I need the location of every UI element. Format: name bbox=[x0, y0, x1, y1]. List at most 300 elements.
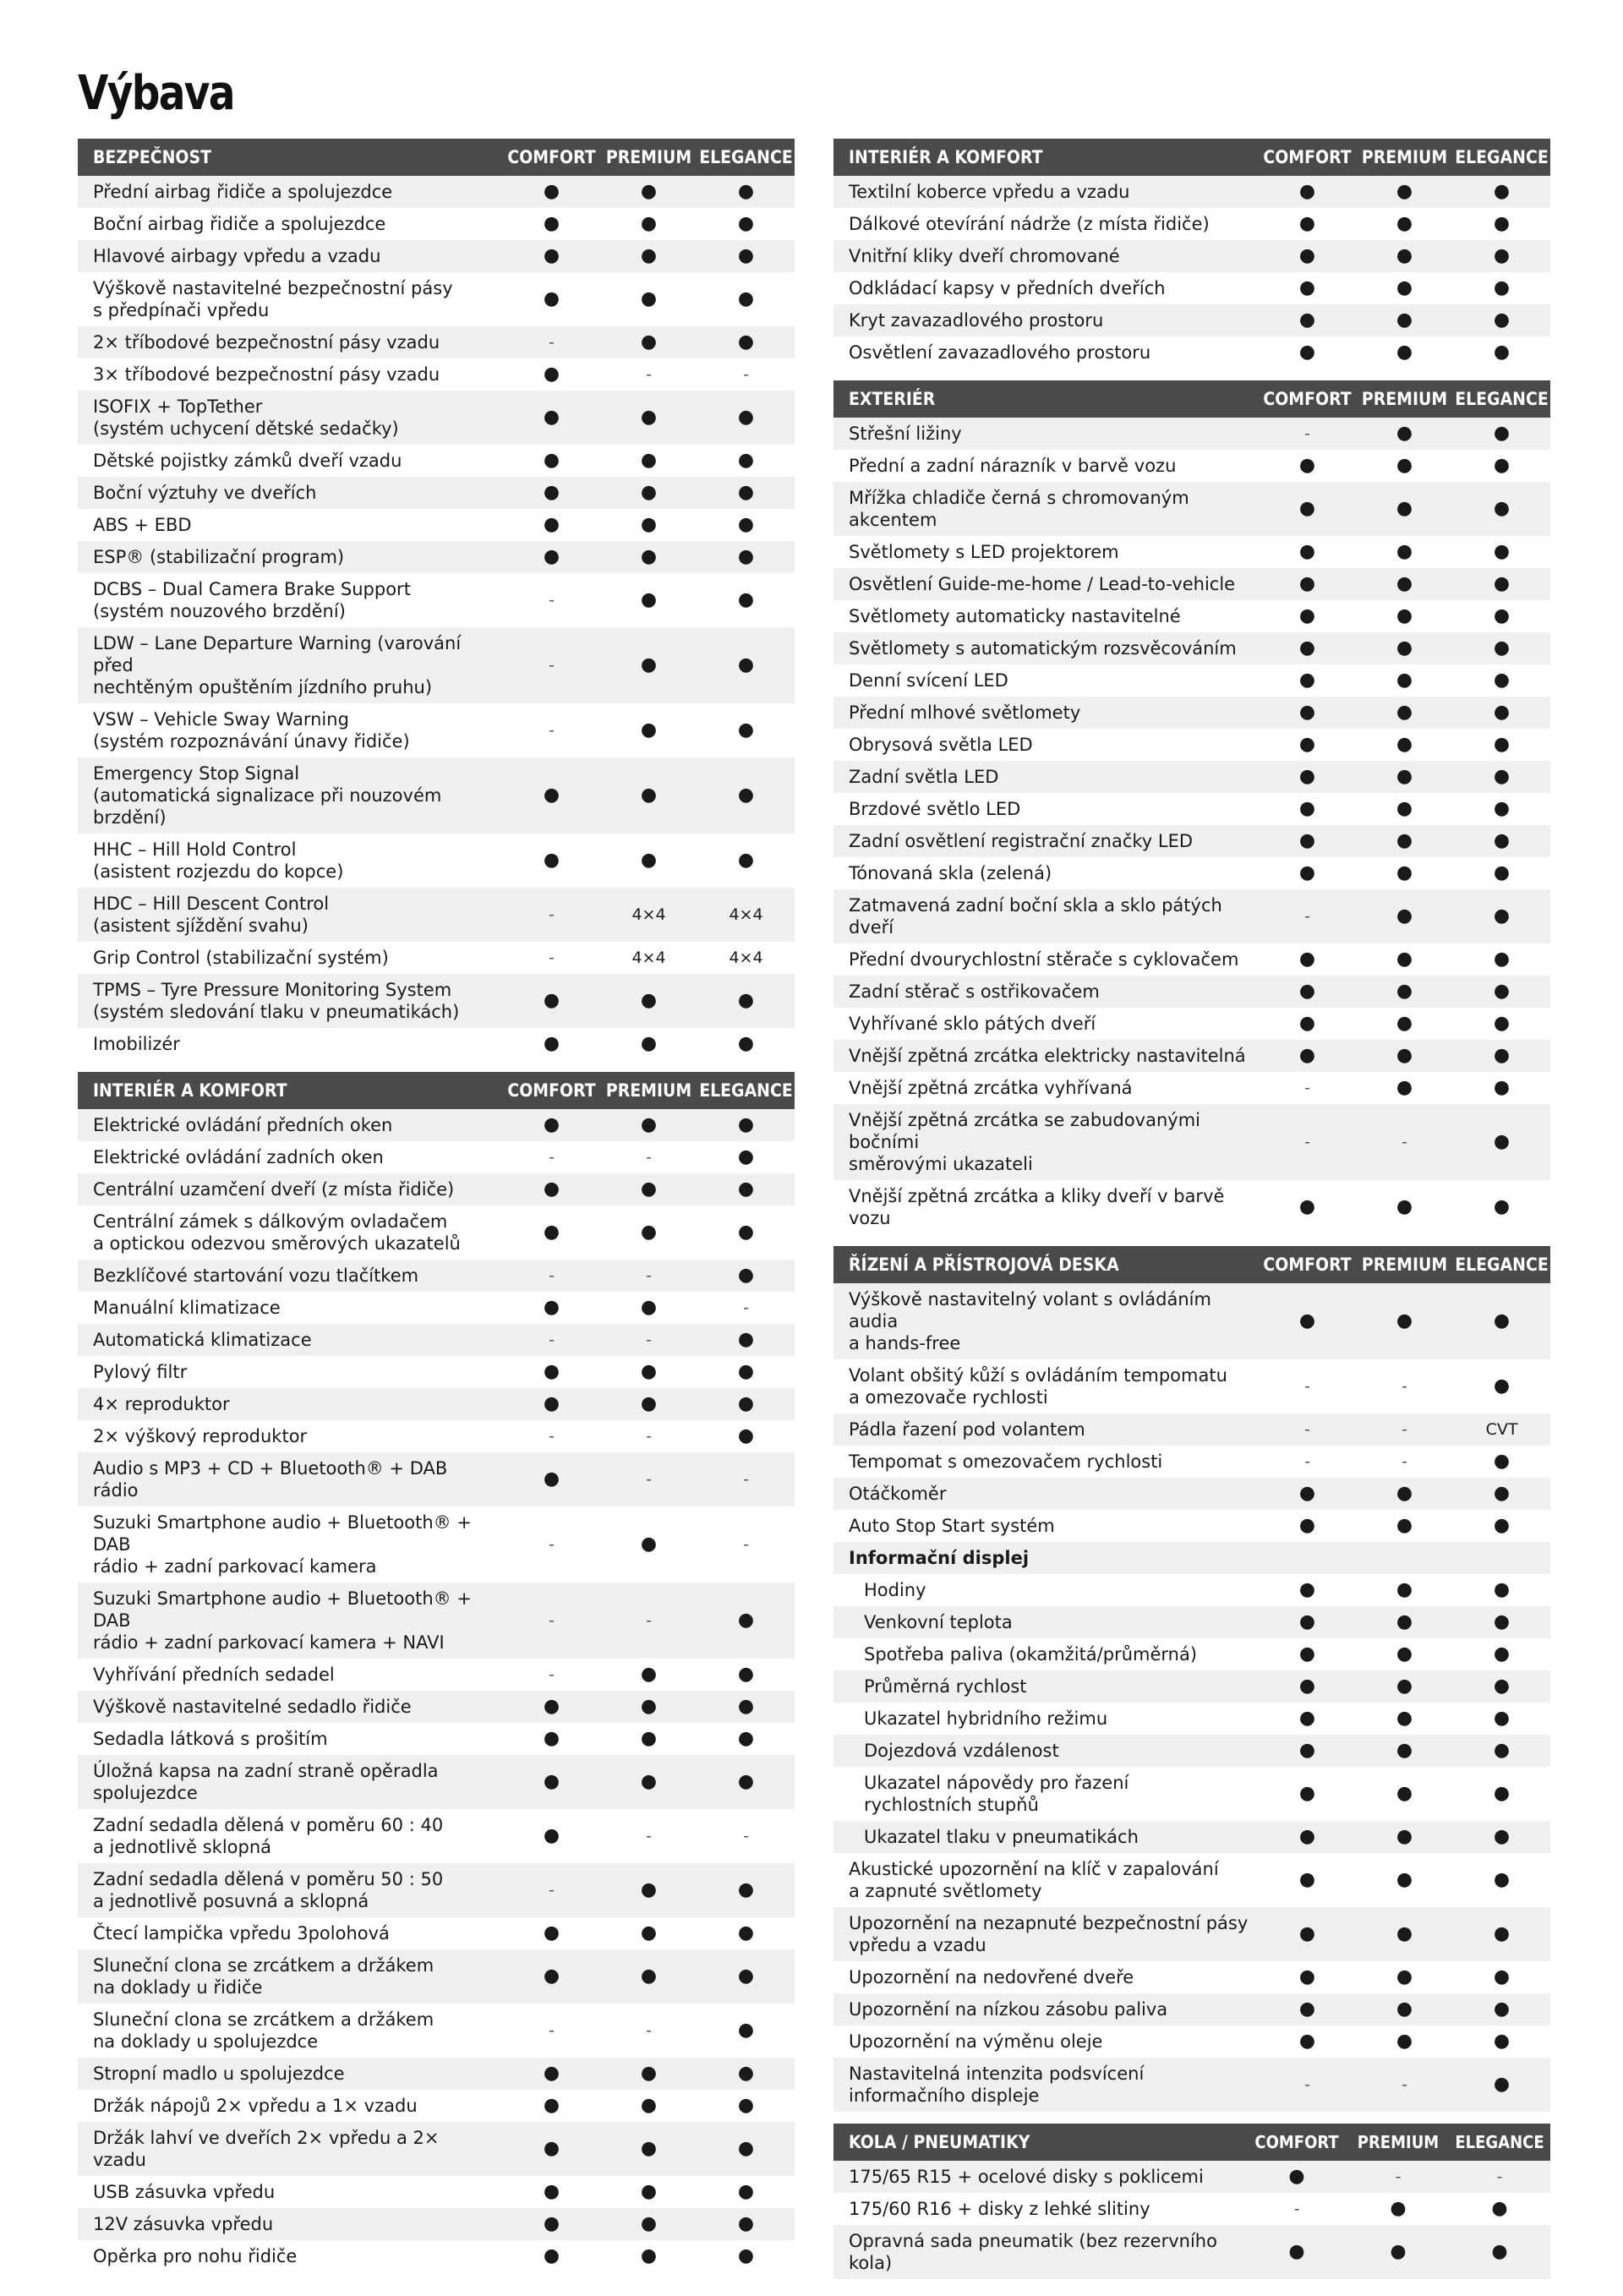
availability-cell: ● bbox=[640, 1965, 658, 1987]
availability-cell: ● bbox=[737, 1728, 755, 1749]
feature-name: DCBS – Dual Camera Brake Support (systém nouzového brzdění) bbox=[93, 579, 411, 621]
availability-cell: ● bbox=[737, 1664, 755, 1685]
availability-cell: ● bbox=[737, 450, 755, 471]
feature-row bbox=[833, 2161, 1550, 2193]
column-header: PREMIUM bbox=[1361, 389, 1448, 409]
availability-cell: - bbox=[549, 1427, 555, 1446]
feature-name: Sedadla látková s prošitím bbox=[93, 1729, 328, 1749]
feature-section bbox=[833, 380, 1550, 1234]
feature-name: Nastavitelná intenzita podsvícení informačního displeje bbox=[849, 2064, 1145, 2106]
availability-cell: ● bbox=[1396, 1966, 1413, 1987]
availability-cell: 4×4 bbox=[631, 948, 666, 967]
feature-row bbox=[78, 2058, 795, 2090]
feature-name: 4× reproduktor bbox=[93, 1394, 230, 1414]
availability-cell: - bbox=[646, 1427, 652, 1446]
availability-cell: ● bbox=[1298, 670, 1316, 691]
availability-cell: - bbox=[743, 1535, 749, 1554]
availability-cell: - bbox=[549, 1881, 555, 1900]
feature-row bbox=[833, 1574, 1550, 1606]
feature-name: Opravná sada pneumatik (bez rezervního kola) bbox=[849, 2231, 1217, 2273]
feature-name: Světlomety automaticky nastavitelné bbox=[849, 606, 1181, 626]
feature-row bbox=[833, 729, 1550, 761]
feature-name: Grip Control (stabilizační systém) bbox=[93, 948, 389, 968]
feature-name: 175/60 R16 + disky z lehké slitiny bbox=[849, 2199, 1150, 2219]
availability-cell: ● bbox=[1493, 1077, 1511, 1098]
availability-cell: ● bbox=[1493, 245, 1511, 266]
availability-cell: ● bbox=[1298, 213, 1316, 234]
feature-name: Pádla řazení pod volantem bbox=[849, 1419, 1085, 1440]
availability-cell: ● bbox=[640, 1879, 658, 1900]
feature-row bbox=[833, 450, 1550, 482]
availability-cell: ● bbox=[1396, 981, 1413, 1002]
availability-cell: ● bbox=[1396, 455, 1413, 476]
availability-cell: ● bbox=[1493, 1045, 1511, 1066]
feature-row bbox=[78, 703, 795, 757]
availability-cell: ● bbox=[640, 1696, 658, 1717]
availability-cell: - bbox=[549, 656, 555, 675]
section-title: INTERIÉR A KOMFORT bbox=[93, 1080, 287, 1101]
availability-cell: ● bbox=[1493, 2031, 1511, 2052]
availability-cell: 4×4 bbox=[729, 905, 763, 924]
feature-name: Výškově nastavitelný volant s ovládáním audia a hands-free bbox=[849, 1289, 1211, 1353]
feature-row bbox=[78, 541, 795, 573]
feature-row bbox=[78, 1205, 795, 1260]
availability-cell: ● bbox=[1493, 1826, 1511, 1847]
availability-cell: ● bbox=[1396, 1783, 1413, 1804]
availability-cell: ● bbox=[1298, 1643, 1316, 1665]
availability-cell: ● bbox=[640, 990, 658, 1011]
availability-cell: ● bbox=[1493, 637, 1511, 659]
feature-name: Imobilizér bbox=[93, 1034, 180, 1054]
availability-cell: ● bbox=[1396, 2031, 1413, 2052]
feature-name: Zatmavená zadní boční skla a sklo pátých dveří bbox=[849, 895, 1222, 938]
availability-cell: - bbox=[549, 1665, 555, 1684]
feature-row bbox=[78, 2208, 795, 2240]
feature-name: Výškově nastavitelné sedadlo řidiče bbox=[93, 1697, 412, 1717]
feature-row bbox=[78, 1755, 795, 1809]
availability-cell: ● bbox=[543, 1361, 560, 1382]
feature-row bbox=[78, 1109, 795, 1141]
availability-cell: ● bbox=[543, 1825, 560, 1846]
availability-cell: ● bbox=[1493, 309, 1511, 331]
availability-cell: ● bbox=[1298, 541, 1316, 562]
availability-cell: ● bbox=[1396, 1515, 1413, 1536]
feature-row bbox=[833, 1510, 1550, 1542]
availability-cell: ● bbox=[1493, 498, 1511, 519]
availability-cell: ● bbox=[737, 482, 755, 503]
availability-cell: ● bbox=[1493, 1998, 1511, 2020]
availability-cell: ● bbox=[543, 2245, 560, 2266]
feature-row bbox=[78, 2122, 795, 2176]
feature-row bbox=[833, 1104, 1550, 1180]
feature-name: Sluneční clona se zrcátkem a držákem na doklady u řidiče bbox=[93, 1955, 434, 1998]
feature-name: Osvětlení Guide-me-home / Lead-to-vehicle bbox=[849, 574, 1236, 594]
availability-cell: ● bbox=[1298, 1923, 1316, 1944]
availability-cell: ● bbox=[737, 719, 755, 741]
availability-cell: ● bbox=[1298, 702, 1316, 723]
feature-name: Přední mlhové světlomety bbox=[849, 702, 1081, 723]
feature-name: Upozornění na nezapnuté bezpečnostní pásy vpředu a vzadu bbox=[849, 1913, 1249, 1955]
availability-cell: ● bbox=[543, 1696, 560, 1717]
availability-cell: ● bbox=[1396, 1483, 1413, 1504]
feature-row bbox=[833, 1907, 1550, 1961]
availability-cell: ● bbox=[543, 2213, 560, 2234]
feature-name: Držák nápojů 2× vpředu a 1× vzadu bbox=[93, 2096, 418, 2116]
feature-name: Vnější zpětná zrcátka vyhřívaná bbox=[849, 1078, 1133, 1098]
feature-row bbox=[78, 1141, 795, 1173]
availability-cell: ● bbox=[640, 719, 658, 741]
feature-row bbox=[78, 1356, 795, 1388]
feature-name: Ukazatel tlaku v pneumatikách bbox=[864, 1827, 1139, 1847]
column-header: ELEGANCE bbox=[1455, 1255, 1549, 1275]
feature-row bbox=[833, 568, 1550, 600]
feature-row bbox=[833, 176, 1550, 208]
availability-cell: ● bbox=[1493, 277, 1511, 298]
feature-name: TPMS – Tyre Pressure Monitoring System (systém sledování tlaku v pneumatikách) bbox=[93, 980, 460, 1022]
availability-cell: ● bbox=[640, 1114, 658, 1135]
feature-row bbox=[833, 1670, 1550, 1703]
availability-cell: - bbox=[1304, 907, 1310, 926]
availability-cell: ● bbox=[1493, 1676, 1511, 1697]
feature-row bbox=[833, 1180, 1550, 1234]
availability-cell: ● bbox=[543, 1297, 560, 1318]
availability-cell: ● bbox=[737, 1393, 755, 1414]
availability-cell: ● bbox=[1298, 734, 1316, 755]
feature-name: HHC – Hill Hold Control (asistent rozjezdu do kopce) bbox=[93, 839, 344, 882]
feature-row bbox=[833, 825, 1550, 857]
availability-cell: ● bbox=[737, 1178, 755, 1200]
column-header: ELEGANCE bbox=[699, 1080, 793, 1101]
availability-cell: ● bbox=[737, 2063, 755, 2084]
availability-cell: ● bbox=[1298, 1966, 1316, 1987]
column-header: ELEGANCE bbox=[699, 147, 793, 167]
availability-cell: ● bbox=[1298, 766, 1316, 787]
feature-row bbox=[833, 240, 1550, 272]
feature-name: Světlomety s LED projektorem bbox=[849, 542, 1119, 562]
feature-row bbox=[78, 1917, 795, 1949]
feature-name: Suzuki Smartphone audio + Bluetooth® + DAB rádio + zadní parkovací kamera + NAVI bbox=[93, 1588, 472, 1653]
availability-cell: ● bbox=[1396, 605, 1413, 626]
feature-row bbox=[78, 974, 795, 1028]
section-header bbox=[833, 2124, 1550, 2161]
feature-name: Přední airbag řidiče a spolujezdce bbox=[93, 182, 393, 202]
availability-cell: ● bbox=[737, 1361, 755, 1382]
availability-cell: ● bbox=[1298, 862, 1316, 883]
availability-cell: ● bbox=[543, 181, 560, 202]
availability-cell: ● bbox=[1298, 948, 1316, 970]
availability-cell: ● bbox=[1396, 1869, 1413, 1890]
feature-name: Střešní ližiny bbox=[849, 424, 962, 444]
feature-row bbox=[78, 445, 795, 477]
feature-row bbox=[833, 1040, 1550, 1072]
availability-cell: ● bbox=[640, 1222, 658, 1243]
availability-cell: - bbox=[549, 1331, 555, 1349]
feature-row bbox=[78, 1949, 795, 2004]
feature-row bbox=[78, 1809, 795, 1863]
availability-cell: ● bbox=[1493, 1740, 1511, 1761]
feature-row bbox=[833, 761, 1550, 793]
right-column bbox=[833, 139, 1550, 2291]
feature-row bbox=[833, 1821, 1550, 1853]
feature-section bbox=[833, 1246, 1550, 2112]
feature-row bbox=[78, 2090, 795, 2122]
feature-row bbox=[833, 1283, 1550, 1359]
feature-row bbox=[833, 1446, 1550, 1478]
column-header: COMFORT bbox=[1254, 2132, 1339, 2152]
availability-cell: ● bbox=[737, 181, 755, 202]
feature-name: 2× výškový reproduktor bbox=[93, 1426, 308, 1446]
feature-name: 175/65 R15 + ocelové disky s poklicemi bbox=[849, 2167, 1204, 2187]
feature-row bbox=[833, 1072, 1550, 1104]
feature-name: Vnější zpětná zrcátka a kliky dveří v barvě vozu bbox=[849, 1186, 1225, 1228]
feature-row bbox=[78, 1292, 795, 1324]
availability-cell: ● bbox=[737, 2020, 755, 2041]
availability-cell: ● bbox=[737, 990, 755, 1011]
availability-cell: ● bbox=[1298, 309, 1316, 331]
feature-name: Bezklíčové startování vozu tlačítkem bbox=[93, 1266, 419, 1286]
availability-cell: ● bbox=[737, 1033, 755, 1054]
feature-name: Spotřeba paliva (okamžitá/průměrná) bbox=[864, 1644, 1198, 1665]
availability-cell: ● bbox=[737, 2245, 755, 2266]
availability-cell: ● bbox=[640, 546, 658, 567]
feature-row bbox=[833, 1993, 1550, 2025]
availability-cell: ● bbox=[1396, 245, 1413, 266]
availability-cell: ● bbox=[1493, 1515, 1511, 1536]
feature-row bbox=[78, 1691, 795, 1723]
feature-row bbox=[78, 326, 795, 358]
availability-cell: ● bbox=[1298, 1998, 1316, 2020]
feature-name: Brzdové světlo LED bbox=[849, 799, 1021, 819]
feature-name: Vyhřívání předních sedadel bbox=[93, 1665, 335, 1685]
feature-row bbox=[833, 1478, 1550, 1510]
availability-cell: ● bbox=[1396, 1998, 1413, 2020]
availability-cell: ● bbox=[640, 331, 658, 353]
availability-cell: - bbox=[646, 1827, 652, 1845]
feature-row bbox=[833, 304, 1550, 336]
feature-name: Vnější zpětná zrcátka se zabudovanými bočními směrovými ukazateli bbox=[849, 1110, 1200, 1174]
feature-row bbox=[833, 976, 1550, 1008]
availability-cell: ● bbox=[1493, 181, 1511, 202]
availability-cell: ● bbox=[640, 2063, 658, 2084]
availability-cell: - bbox=[549, 1148, 555, 1167]
column-header: PREMIUM bbox=[1361, 1255, 1448, 1275]
availability-cell: ● bbox=[640, 1393, 658, 1414]
availability-cell: - bbox=[646, 1148, 652, 1167]
section-header bbox=[833, 139, 1550, 176]
feature-name: Sluneční clona se zrcátkem a držákem na doklady u spolujezdce bbox=[93, 2009, 434, 2052]
column-header: PREMIUM bbox=[605, 1080, 692, 1101]
feature-row bbox=[78, 1420, 795, 1452]
availability-cell: ● bbox=[1396, 213, 1413, 234]
availability-cell: ● bbox=[1396, 798, 1413, 819]
availability-cell: ● bbox=[640, 2213, 658, 2234]
feature-row bbox=[833, 1703, 1550, 1735]
availability-cell: ● bbox=[1288, 2166, 1305, 2187]
availability-cell: ● bbox=[1396, 830, 1413, 851]
availability-cell: 4×4 bbox=[631, 905, 666, 924]
feature-row bbox=[833, 697, 1550, 729]
feature-row bbox=[833, 943, 1550, 976]
availability-cell: ● bbox=[737, 213, 755, 234]
feature-name: Elektrické ovládání zadních oken bbox=[93, 1147, 384, 1167]
availability-cell: ● bbox=[737, 1922, 755, 1943]
availability-cell: ● bbox=[1298, 1676, 1316, 1697]
feature-row bbox=[78, 1388, 795, 1420]
feature-name: VSW – Vehicle Sway Warning (systém rozpoznávání únavy řidiče) bbox=[93, 709, 410, 752]
availability-cell: - bbox=[646, 1470, 652, 1489]
feature-name: Ukazatel nápovědy pro řazení rychlostních stupňů bbox=[864, 1773, 1129, 1815]
feature-row bbox=[833, 2025, 1550, 2058]
feature-name: Audio s MP3 + CD + Bluetooth® + DAB rádio bbox=[93, 1458, 448, 1501]
feature-name: Boční airbag řidiče a spolujezdce bbox=[93, 214, 386, 234]
availability-cell: ● bbox=[1298, 1708, 1316, 1729]
feature-name: Světlomety s automatickým rozsvěcováním bbox=[849, 638, 1237, 659]
feature-row bbox=[78, 1028, 795, 1060]
feature-name: Automatická klimatizace bbox=[93, 1330, 312, 1350]
availability-cell: ● bbox=[1298, 277, 1316, 298]
section-header bbox=[833, 380, 1550, 418]
availability-cell: - bbox=[743, 365, 749, 384]
feature-name: Tempomat s omezovačem rychlosti bbox=[849, 1451, 1163, 1472]
feature-row bbox=[78, 1173, 795, 1205]
availability-cell: ● bbox=[1298, 573, 1316, 594]
availability-cell: ● bbox=[1493, 2074, 1511, 2095]
column-header: PREMIUM bbox=[1357, 2132, 1440, 2152]
availability-cell: - bbox=[743, 1298, 749, 1317]
availability-cell: ● bbox=[737, 654, 755, 675]
feature-name: Elektrické ovládání předních oken bbox=[93, 1115, 393, 1135]
availability-cell: ● bbox=[640, 1664, 658, 1685]
availability-cell: ● bbox=[1396, 1077, 1413, 1098]
availability-cell: ● bbox=[1493, 702, 1511, 723]
feature-name: Přední a zadní nárazník v barvě vozu bbox=[849, 456, 1177, 476]
feature-name: LDW – Lane Departure Warning (varování před nechtěným opuštěním jízdního pruhu) bbox=[93, 633, 462, 697]
feature-name: Manuální klimatizace bbox=[93, 1298, 281, 1318]
availability-cell: ● bbox=[543, 784, 560, 806]
feature-name: Vyhřívané sklo pátých dveří bbox=[849, 1014, 1096, 1034]
feature-name: Zadní osvětlení registrační značky LED bbox=[849, 831, 1194, 851]
feature-name: Kryt zavazadlového prostoru bbox=[849, 310, 1104, 331]
feature-name: Textilní koberce vpředu a vzadu bbox=[849, 182, 1130, 202]
availability-cell: ● bbox=[1493, 1196, 1511, 1217]
feature-name: Tónovaná skla (zelená) bbox=[849, 863, 1052, 883]
availability-cell: ● bbox=[737, 2181, 755, 2202]
availability-cell: ● bbox=[543, 450, 560, 471]
feature-name: Boční výztuhy ve dveřích bbox=[93, 483, 317, 503]
availability-cell: ● bbox=[543, 2181, 560, 2202]
feature-name: Vnější zpětná zrcátka elektricky nastavitelná bbox=[849, 1046, 1246, 1066]
availability-cell: - bbox=[1402, 1452, 1407, 1471]
availability-cell: ● bbox=[640, 1033, 658, 1054]
availability-cell: ● bbox=[1298, 1869, 1316, 1890]
availability-cell: ● bbox=[1493, 1131, 1511, 1152]
availability-cell: - bbox=[549, 948, 555, 967]
feature-row bbox=[78, 391, 795, 445]
availability-cell: ● bbox=[543, 288, 560, 309]
feature-name: Odkládací kapsy v předních dveřích bbox=[849, 278, 1166, 298]
availability-cell: ● bbox=[1493, 905, 1511, 927]
feature-row bbox=[833, 664, 1550, 697]
feature-name: Výškově nastavitelné bezpečnostní pásy s předpínači vpředu bbox=[93, 278, 453, 320]
availability-cell: ● bbox=[1396, 423, 1413, 444]
availability-cell: ● bbox=[1396, 1826, 1413, 1847]
availability-cell: ● bbox=[1298, 798, 1316, 819]
availability-cell: ● bbox=[1298, 1483, 1316, 1504]
availability-cell: ● bbox=[1493, 1483, 1511, 1504]
availability-cell: ● bbox=[1396, 1708, 1413, 1729]
availability-cell: 4×4 bbox=[729, 948, 763, 967]
feature-row bbox=[78, 627, 795, 703]
section-title: EXTERIÉR bbox=[849, 389, 936, 409]
feature-row bbox=[833, 1359, 1550, 1413]
availability-cell: ● bbox=[1396, 905, 1413, 927]
availability-cell: - bbox=[646, 2021, 652, 2040]
column-header: COMFORT bbox=[1263, 1255, 1352, 1275]
availability-cell: ● bbox=[1493, 1966, 1511, 1987]
availability-cell: - bbox=[743, 1827, 749, 1845]
section-title: ŘÍZENÍ A PŘÍSTROJOVÁ DESKA bbox=[849, 1255, 1119, 1275]
availability-cell: ● bbox=[1298, 1196, 1316, 1217]
feature-row bbox=[78, 2240, 795, 2272]
availability-cell: - bbox=[1304, 1133, 1310, 1151]
feature-row bbox=[833, 2058, 1550, 2112]
feature-row bbox=[78, 942, 795, 974]
availability-cell: ● bbox=[640, 1533, 658, 1555]
feature-row bbox=[833, 482, 1550, 536]
feature-name: Venkovní teplota bbox=[864, 1612, 1013, 1632]
availability-cell: ● bbox=[543, 2138, 560, 2159]
availability-cell: ● bbox=[1396, 1611, 1413, 1632]
availability-cell: ● bbox=[737, 1965, 755, 1987]
feature-name: Centrální zámek s dálkovým ovladačem a optickou odezvou směrových ukazatelů bbox=[93, 1211, 461, 1254]
availability-cell: ● bbox=[1493, 213, 1511, 234]
availability-cell: ● bbox=[640, 181, 658, 202]
availability-cell: - bbox=[549, 1611, 555, 1630]
availability-cell: CVT bbox=[1485, 1420, 1518, 1439]
availability-cell: ● bbox=[1493, 981, 1511, 1002]
availability-cell: ● bbox=[543, 1922, 560, 1943]
availability-cell: ● bbox=[640, 1922, 658, 1943]
availability-cell: ● bbox=[640, 2181, 658, 2202]
availability-cell: ● bbox=[543, 1728, 560, 1749]
column-header: ELEGANCE bbox=[1455, 389, 1549, 409]
feature-row bbox=[78, 2004, 795, 2058]
feature-name: Ukazatel hybridního režimu bbox=[864, 1708, 1108, 1729]
availability-cell: ● bbox=[1298, 455, 1316, 476]
availability-cell: ● bbox=[640, 1297, 658, 1318]
feature-name: Dálkové otevírání nádrže (z místa řidiče) bbox=[849, 214, 1210, 234]
availability-cell: ● bbox=[543, 1222, 560, 1243]
availability-cell: ● bbox=[1298, 2031, 1316, 2052]
availability-cell: ● bbox=[640, 482, 658, 503]
availability-cell: ● bbox=[1396, 573, 1413, 594]
feature-name: 2× tříbodové bezpečnostní pásy vzadu bbox=[93, 332, 440, 353]
feature-name: Otáčkoměr bbox=[849, 1484, 947, 1504]
feature-row bbox=[833, 889, 1550, 943]
availability-cell: ● bbox=[543, 514, 560, 535]
section-header bbox=[78, 1072, 795, 1109]
feature-row bbox=[833, 600, 1550, 632]
availability-cell: ● bbox=[1396, 1196, 1413, 1217]
feature-row bbox=[78, 1583, 795, 1659]
feature-row bbox=[833, 1606, 1550, 1638]
section-title: INTERIÉR A KOMFORT bbox=[849, 147, 1043, 167]
feature-name: Auto Stop Start systém bbox=[849, 1516, 1055, 1536]
availability-cell: ● bbox=[543, 364, 560, 385]
availability-cell: ● bbox=[543, 482, 560, 503]
availability-cell: ● bbox=[1396, 1013, 1413, 1034]
availability-cell: ● bbox=[543, 2063, 560, 2084]
